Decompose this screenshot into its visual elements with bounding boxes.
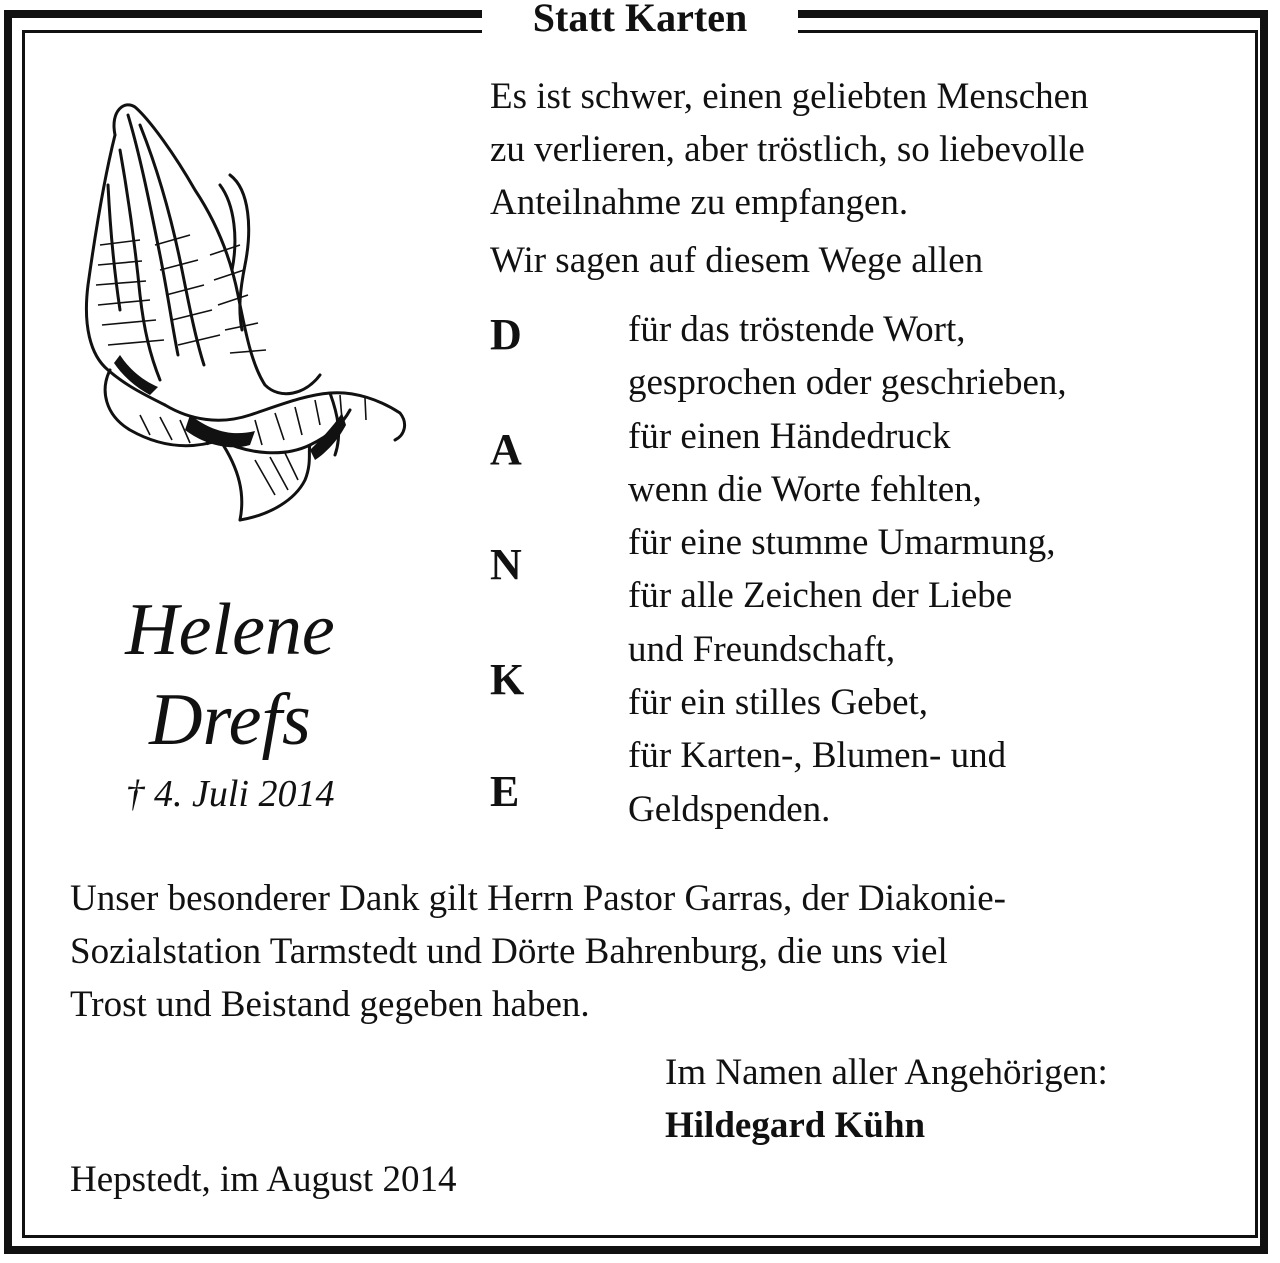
danke-letter: N [490, 540, 522, 589]
reasons-list [628, 303, 1228, 836]
reason-line: für ein stilles Gebet, [628, 682, 929, 724]
special-thanks-line: Trost und Beistand gegeben haben. [70, 984, 590, 1025]
deceased-name-block [60, 585, 400, 817]
death-date: † 4. Juli 2014 [125, 773, 335, 815]
place-date: Hepstedt, im August 2014 [70, 1159, 457, 1200]
praying-hands-icon [80, 95, 415, 525]
reason-line: für alle Zeichen der Liebe [628, 575, 1013, 617]
signature-block [665, 1046, 1225, 1152]
intro-text [490, 70, 1220, 287]
on-behalf-line: Im Namen aller Angehörigen: [665, 1052, 1108, 1093]
special-thanks-line: Unser besonderer Dank gilt Herrn Pastor Garras, der Diakonie- [70, 878, 1006, 919]
deceased-last-name: Drefs [149, 679, 311, 761]
intro-line: Es ist schwer, einen geliebten Menschen [490, 76, 1089, 117]
reason-line: und Freundschaft, [628, 628, 896, 670]
special-thanks [70, 872, 1220, 1031]
thanks-intro-line: Wir sagen auf diesem Wege allen [490, 240, 984, 281]
reason-line: wenn die Worte fehlten, [628, 468, 982, 510]
danke-letter: K [490, 655, 525, 704]
reason-line: für eine stumme Umarmung, [628, 522, 1056, 564]
intro-line: Anteilnahme zu empfangen. [490, 182, 909, 223]
signer-name: Hildegard Kühn [665, 1105, 926, 1146]
reason-line: für das tröstende Wort, [628, 309, 966, 350]
reason-line: Geldspenden. [628, 788, 831, 830]
reason-line: für Karten-, Blumen- und [628, 735, 1007, 777]
deceased-first-name: Helene [125, 589, 335, 671]
intro-line: zu verlieren, aber tröstlich, so liebevolle [490, 129, 1085, 170]
danke-letter: D [490, 310, 522, 359]
danke-letter: A [490, 425, 522, 474]
special-thanks-line: Sozialstation Tarmstedt und Dörte Bahrenburg, die uns viel [70, 931, 948, 972]
danke-letter: E [490, 767, 520, 816]
header-title: Statt Karten [482, 0, 798, 42]
reason-line: für einen Händedruck [628, 415, 951, 457]
reason-line: gesprochen oder geschrieben, [628, 362, 1067, 404]
